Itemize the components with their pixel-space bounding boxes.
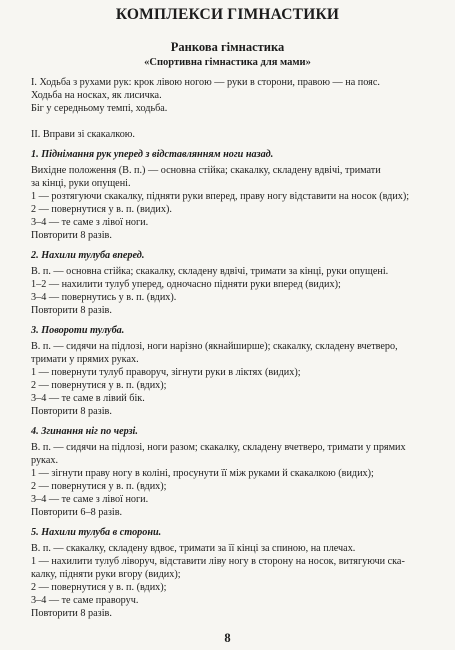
text-line: ІІ. Вправи зі скакалкою.: [31, 129, 135, 140]
exercise-title: 3. Повороти тулуба.: [31, 325, 125, 336]
text-line: Ходьба на носках, як лисичка.: [31, 90, 162, 101]
text-line: за кінці, руки опущені.: [31, 178, 131, 189]
text-line: В. п. — сидячи на підлозі, ноги нарізно (якнайширше); скакалку, складену вчетверо,: [31, 341, 398, 352]
text-line: В. п. — скакалку, складену вдвоє, тримати за її кінці за спиною, на плечах.: [31, 543, 356, 554]
page-number: 8: [224, 631, 231, 645]
text-line: 2 — повернутися у в. п. (вдих);: [31, 582, 167, 593]
text-line: руках.: [31, 455, 59, 466]
text-line: 1 — розтягуючи скакалку, підняти руки вперед, праву ногу відставити на носок (вдих);: [31, 191, 410, 202]
page-heading: КОМПЛЕКСИ ГІМНАСТИКИ: [115, 6, 340, 23]
text-line: 3–4 — те саме праворуч.: [31, 595, 139, 606]
section-subtitle: «Спортивна гімнастика для мами»: [144, 57, 311, 68]
text-line: В. п. — сидячи на підлозі, ноги разом; скакалку, складену вчетверо, тримати у прямих: [31, 442, 406, 453]
text-line: Повторити 8 разів.: [31, 608, 112, 619]
text-line: Повторити 6–8 разів.: [31, 507, 123, 518]
text-line: І. Ходьба з рухами рук: крок лівою ногою — руки в сторони, правою — на пояс.: [31, 77, 380, 88]
text-line: 3–4 — те саме з лівої ноги.: [31, 494, 149, 505]
text-line: В. п. — основна стійка; скакалку, складену вдвічі, тримати за кінці, руки опущені.: [31, 266, 389, 277]
exercise-title: 2. Нахили тулуба вперед.: [31, 250, 145, 261]
text-line: калку, підняти руки вгору (видих);: [31, 569, 181, 580]
text-line: Вихідне положення (В. п.) — основна стійка; скакалку, складену вдвічі, тримати: [31, 165, 381, 176]
text-line: тримати у прямих руках.: [31, 354, 139, 365]
text-line: Біг у середньому темпі, ходьба.: [31, 103, 168, 114]
text-line: 3–4 — повернутись у в. п. (вдих).: [31, 292, 177, 303]
text-line: 2 — повернутися у в. п. (видих).: [31, 204, 172, 215]
text-line: Повторити 8 разів.: [31, 406, 112, 417]
text-line: 1 — повернути тулуб праворуч, зігнути руки в ліктях (видих);: [31, 367, 301, 378]
section-title: Ранкова гімнастика: [170, 40, 285, 54]
text-line: 1 — нахилити тулуб ліворуч, відставити ліву ногу в сторону на носок, витягуючи ска-: [31, 556, 405, 567]
exercise-title: 1. Піднімання рук уперед з відставлянням ноги назад.: [31, 149, 274, 160]
exercise-title: 4. Згинання ніг по черзі.: [31, 426, 138, 437]
text-line: 2 — повернутися у в. п. (вдих);: [31, 380, 167, 391]
text-line: Повторити 8 разів.: [31, 230, 112, 241]
exercise-title: 5. Нахили тулуба в сторони.: [31, 527, 162, 538]
text-line: 2 — повернутися у в. п. (вдих);: [31, 481, 167, 492]
text-line: Повторити 8 разів.: [31, 305, 112, 316]
text-line: 1 — зігнути праву ногу в коліні, просунути її між руками й скакалкою (видих);: [31, 468, 374, 479]
text-line: 3–4 — те саме з лівої ноги.: [31, 217, 149, 228]
text-line: 3–4 — те саме в лівий бік.: [31, 393, 145, 404]
text-line: 1–2 — нахилити тулуб уперед, одночасно підняти руки вперед (видих);: [31, 279, 341, 290]
